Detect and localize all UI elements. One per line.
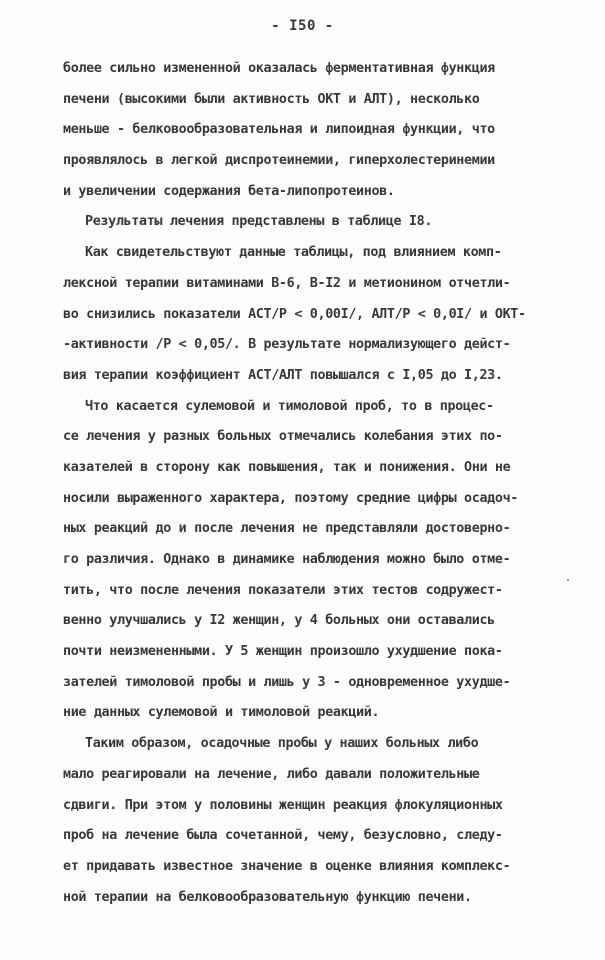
- text-line: мало реагировали на лечение, либо давали положительные: [63, 766, 480, 782]
- text-line: носили выраженного характера, поэтому средние цифры осадоч-: [63, 490, 518, 506]
- text-line: более сильно измененной оказалась ферментативная функция: [63, 61, 495, 76]
- text-line: во снизились показатели АСТ/Р < 0,00I/, АЛТ/Р < 0,0I/ и ОКТ-: [63, 306, 526, 322]
- paragraph-1: [63, 54, 543, 207]
- text-line: казателей в сторону как повышения, так и понижения. Они не: [63, 459, 511, 475]
- text-line: меньше - белковообразовательная и липоидная функции, что: [63, 122, 495, 138]
- text-line: сдвиги. При этом у половины женщин реакция флокуляционных: [63, 797, 503, 813]
- paragraph-4: [63, 392, 543, 730]
- text-line: вия терапии коэффициент АСТ/АЛТ повышался с I,05 до I,23.: [63, 367, 503, 383]
- text-line: се лечения у разных больных отмечались колебания этих по-: [63, 429, 503, 445]
- text-line: тить, что после лечения показатели этих тестов содружест-: [63, 582, 503, 598]
- text-line: печени (высокими были активность ОКТ и АЛТ), несколько: [63, 91, 480, 107]
- text-line: Как свидетельствуют данные таблицы, под влиянием комп-: [85, 245, 502, 261]
- text-line: Таким образом, осадочные пробы у наших больных либо: [85, 736, 479, 752]
- paragraph-2: [63, 207, 543, 238]
- page-number: - I50 -: [271, 18, 334, 34]
- text-line: Результаты лечения представлены в таблице I8.: [85, 214, 433, 230]
- body-text: [63, 54, 543, 913]
- paragraph-3: [63, 238, 543, 391]
- paragraph-5: [63, 729, 543, 913]
- text-line: го различия. Однако в динамике наблюдения можно было отме-: [63, 552, 511, 567]
- text-line: лексной терапии витаминами В-6, В-I2 и метионином отчетли-: [63, 275, 511, 291]
- text-line: проявлялось в легкой диспротеинемии, гиперхолестеринемии: [63, 153, 495, 169]
- text-line: и увеличении содержания бета-липопротеинов.: [63, 183, 395, 199]
- text-line: Что касается сулемовой и тимоловой проб, то в процес-: [85, 398, 494, 414]
- text-line: проб на лечение была сочетанной, чему, безусловно, следу-: [63, 828, 503, 844]
- text-line: ет придавать известное значение в оценке влияния комплекс-: [63, 858, 511, 874]
- text-line: ние данных сулемовой и тимоловой реакций.: [63, 705, 380, 721]
- text-line: венно улучшались у I2 женщин, у 4 больных они оставались: [63, 613, 495, 629]
- text-line: -активности /Р < 0,05/. В результате нормализующего дейст-: [63, 337, 511, 353]
- text-line: ных реакций до и после лечения не представляли достоверно-: [63, 521, 511, 537]
- text-line: почти неизмененными. У 5 женщин произошло ухудшение пока-: [63, 644, 503, 660]
- text-line: ной терапии на белковообразовательную функцию печени.: [63, 889, 472, 905]
- text-line: зателей тимоловой пробы и лишь у 3 - одновременное ухудше-: [63, 674, 511, 690]
- scan-speck: [567, 579, 569, 581]
